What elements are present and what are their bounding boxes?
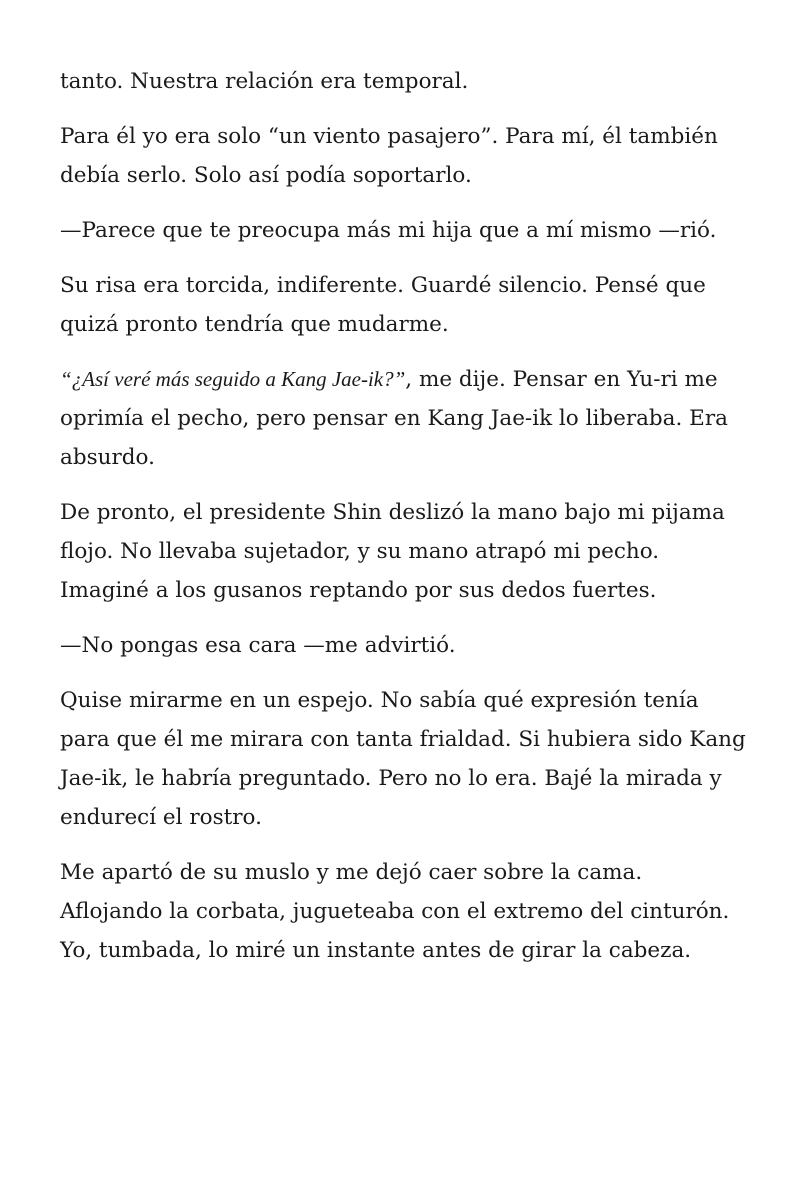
inner-thought-italic: “¿Así veré más seguido a Kang Jae-ik?” — [60, 367, 406, 391]
paragraph-9: Me apartó de su muslo y me dejó caer sobre la cama. Aflojando la corbata, jugueteaba con el extremo del cinturón. Yo, tumbada, lo miré un instante antes de girar la cabeza. — [60, 860, 730, 963]
paragraph-4: Su risa era torcida, indiferente. Guardé silencio. Pensé que quizá pronto tendría que mudarme. — [60, 273, 706, 337]
page-text — [60, 62, 750, 986]
paragraph-3: —Parece que te preocupa más mi hija que a mí mismo —rió. — [60, 218, 717, 243]
paragraph-8: Quise mirarme en un espejo. No sabía qué expresión tenía para que él me mirara con tanta frialdad. Si hubiera sido Kang Jae-ik, le habría preguntado. Pero no lo era. Bajé la mirada y endurecí el rostro. — [60, 688, 746, 830]
paragraph-5 — [60, 360, 750, 477]
paragraph-2: Para él yo era solo “un viento pasajero”. Para mí, él también debía serlo. Solo así podía soportarlo. — [60, 124, 718, 188]
paragraph-1: tanto. Nuestra relación era temporal. — [60, 69, 469, 94]
paragraph-7: —No pongas esa cara —me advirtió. — [60, 633, 456, 658]
paragraph-5-text: , me dije. Pensar en Yu-ri me oprimía el pecho, pero pensar en Kang Jae-ik lo liberaba. Era absurdo. — [60, 367, 728, 470]
paragraph-6: De pronto, el presidente Shin deslizó la mano bajo mi pijama flojo. No llevaba sujetador, y su mano atrapó mi pecho. Imaginé a los gusanos reptando por sus dedos fuertes. — [60, 500, 725, 603]
